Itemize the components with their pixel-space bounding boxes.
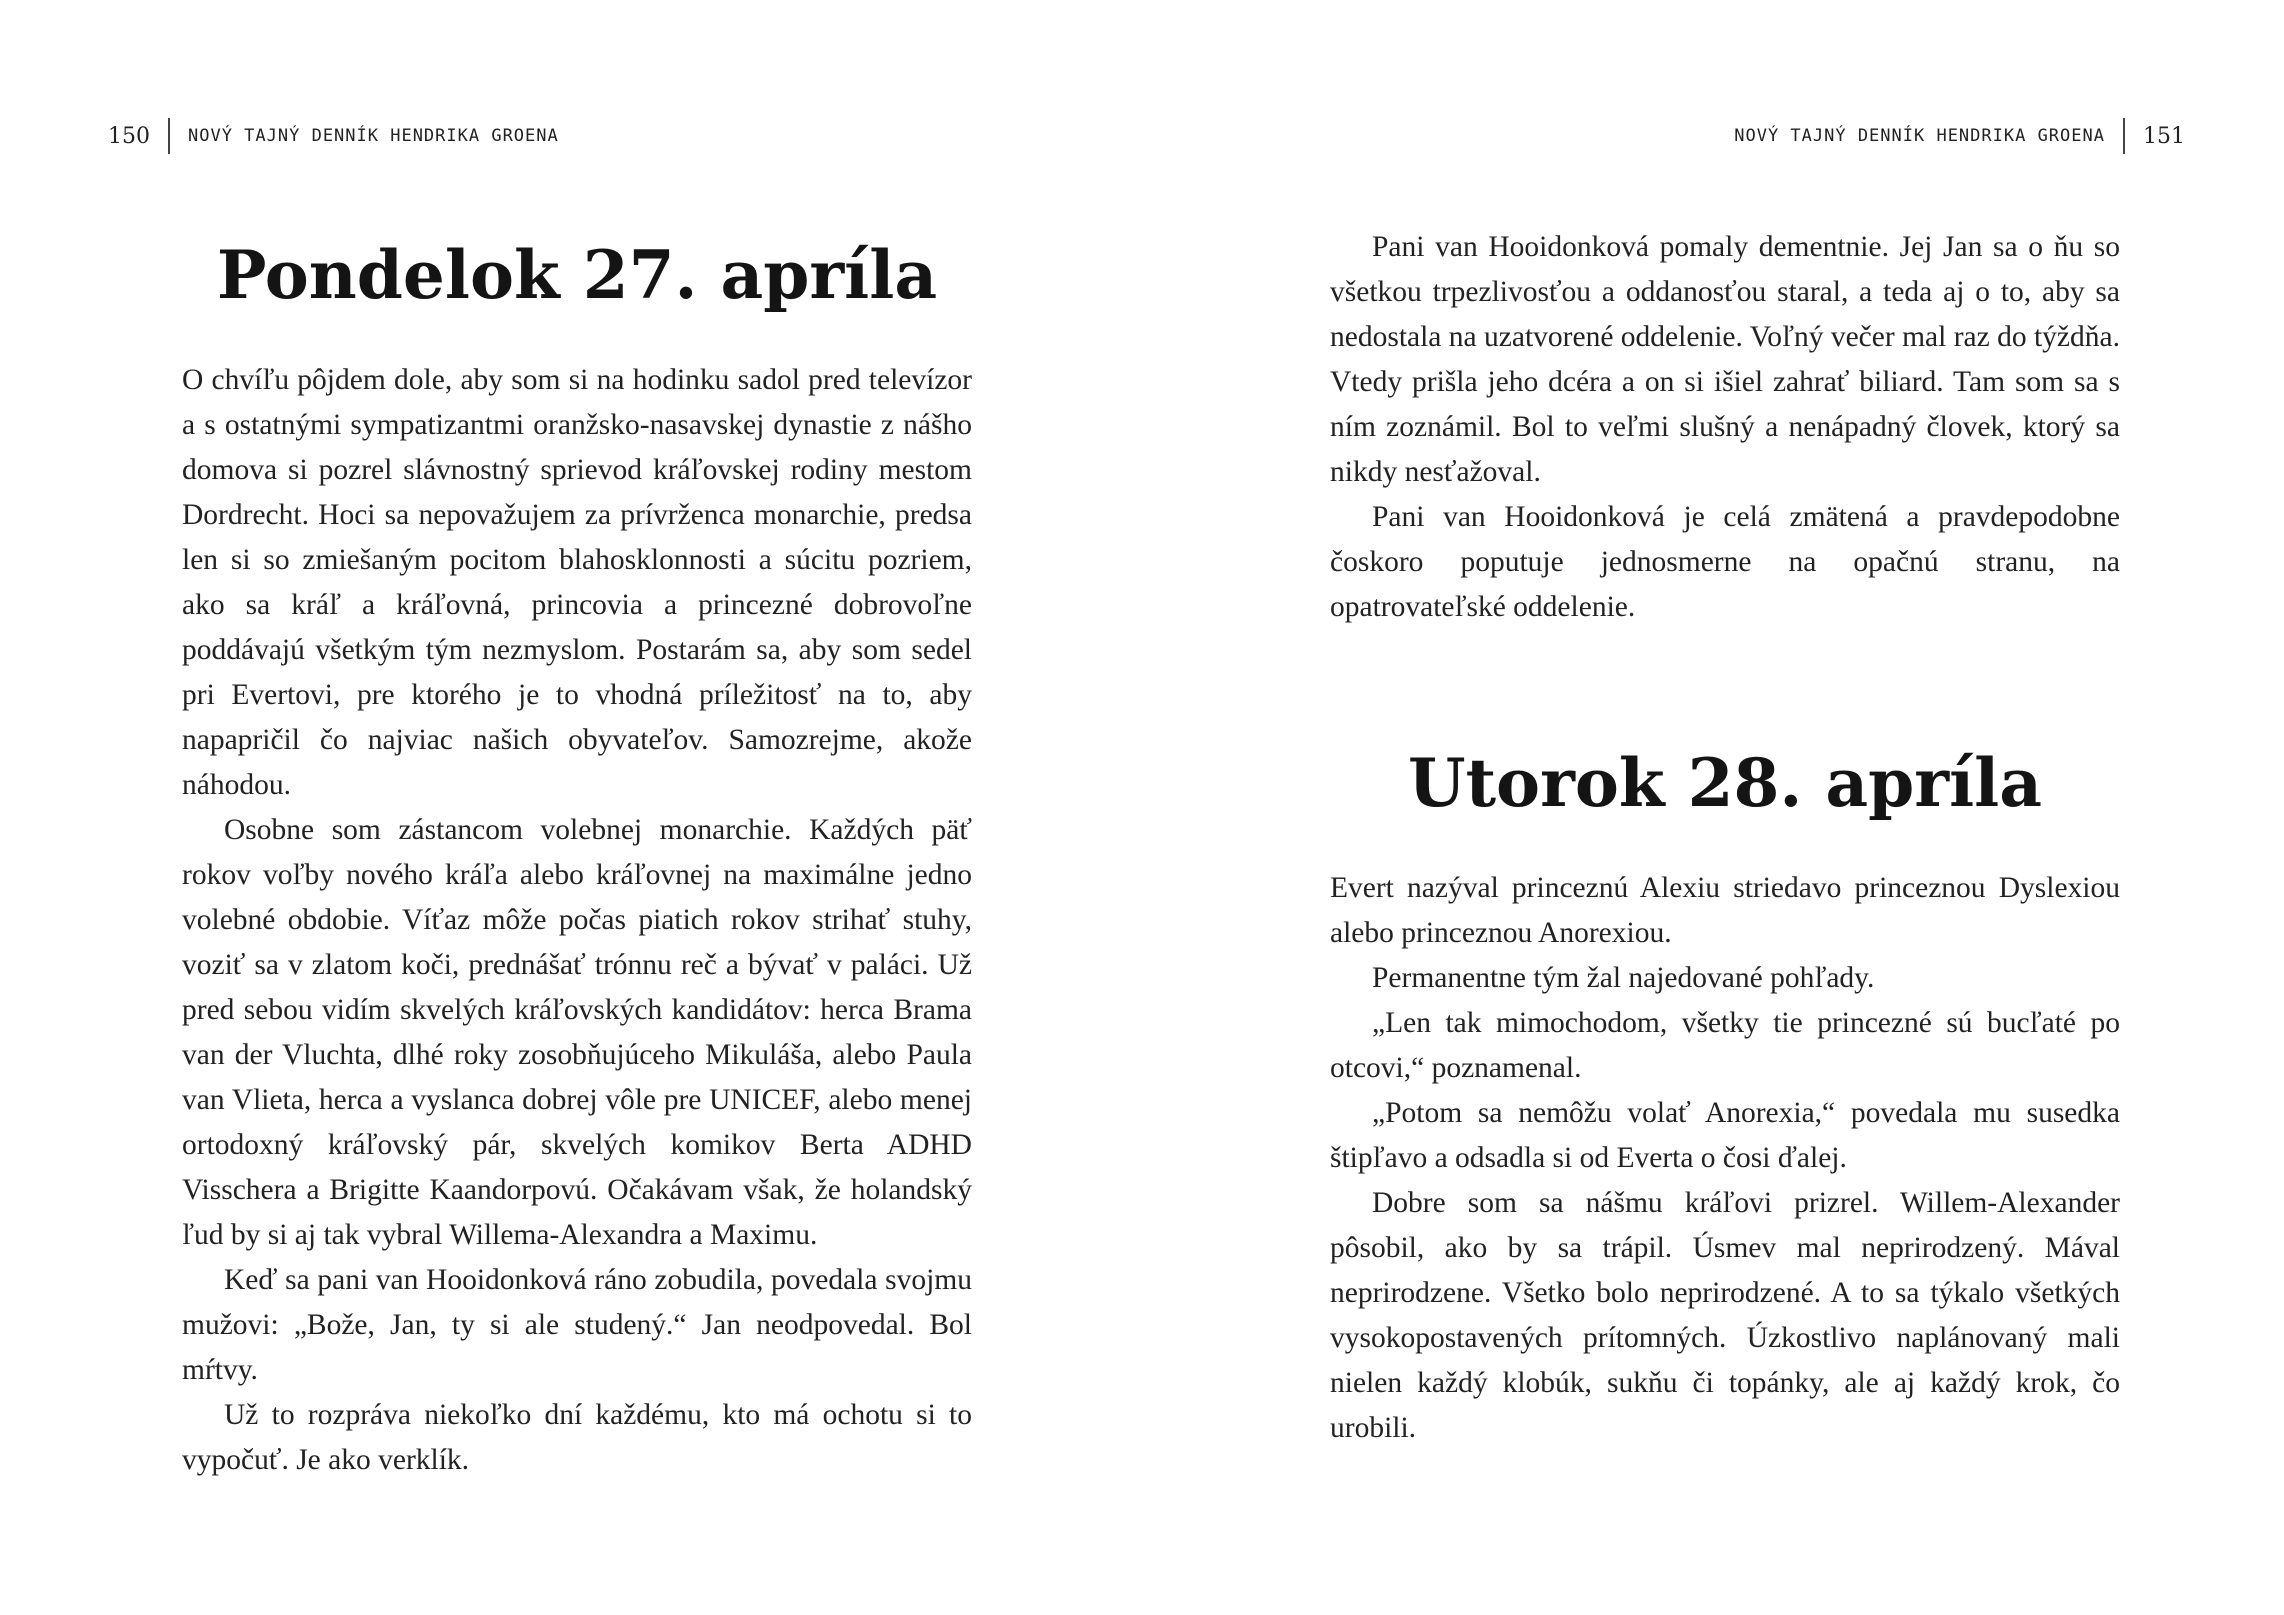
paragraph: „Len tak mimochodom, všetky tie princezné sú bucľaté po otcovi,“ poznamenal. [1330,1007,2120,1084]
chapter-title-monday: Pondelok 27. apríla [216,236,938,314]
right-top-body-text [1330,225,2120,630]
paragraph: Evert nazýval princeznú Alexiu striedavo princeznou Dyslexiou alebo princeznou Anorexiou. [1330,872,2120,949]
right-bottom-body-text [1330,866,2120,1451]
running-title: NOVÝ TAJNÝ DENNÍK HENDRIKA GROENA [1734,126,2105,146]
header-divider [2123,118,2125,154]
paragraph: Osobne som zástancom volebnej monarchie. Každých päť rokov voľby nového kráľa alebo kráľovnej na maximálne jedno volebné obdobie. Víťaz môže počas piatich rokov strihať stuhy, voziť sa v zlatom koči, prednášať trónnu reč a bývať v paláci. Už pred sebou vidím skvelých kráľovských kandidátov: herca Brama van der Vluchta, dlhé roky zosobňujúceho Mikuláša, alebo Paula van Vlieta, herca a vyslanca dobrej vôle pre UNICEF, alebo menej ortodoxný kráľovský pár, skvelých komikov Berta ADHD Visschera a Brigitte Kaandorpovú. Očakávam však, že holandský ľud by si aj tak vybral Willema-Alexandra a Maximu. [182,814,972,1251]
left-running-head [108,118,559,154]
paragraph: Pani van Hooidonková je celá zmätená a pravdepodobne čoskoro poputuje jednosmerne na opačnú stranu, na opatrovateľské oddelenie. [1330,501,2120,623]
page-number: 150 [108,123,150,149]
header-divider [168,118,170,154]
chapter-title-tuesday: Utorok 28. apríla [1408,744,2042,822]
paragraph: O chvíľu pôjdem dole, aby som si na hodinku sadol pred televízor a s ostatnými sympatizantmi oranžsko-nasavskej dynastie z nášho domova si pozrel slávnostný sprievod kráľovskej rodiny mestom Dordrecht. Hoci sa nepovažujem za prívrženca monarchie, predsa len si so zmiešaným pocitom blahosklonnosti a súcitu pozriem, ako sa kráľ a kráľovná, princovia a princezné dobrovoľne poddávajú všetkým tým nezmyslom. Postarám sa, aby som sedel pri Evertovi, pre ktorého je to vhodná príležitosť na to, aby napapričil čo najviac našich obyvateľov. Samozrejme, akože náhodou. [182,364,972,801]
paragraph: Keď sa pani van Hooidonková ráno zobudila, povedala svojmu mužovi: „Bože, Jan, ty si ale studený.“ Jan neodpovedal. Bol mŕtvy. [182,1264,972,1386]
page-number: 151 [2143,123,2185,149]
left-body-text [182,358,972,1483]
right-running-head [1734,118,2185,154]
paragraph: Pani van Hooidonková pomaly dementnie. Jej Jan sa o ňu so všetkou trpezlivosťou a oddanosťou staral, a teda aj o to, aby sa nedostala na uzatvorené oddelenie. Voľný večer mal raz do týždňa. Vtedy prišla jeho dcéra a on si išiel zahrať biliard. Tam som sa s ním zoznámil. Bol to veľmi slušný a nenápadný človek, ktorý sa nikdy nesťažoval. [1330,231,2120,488]
paragraph: „Potom sa nemôžu volať Anorexia,“ povedala mu susedka štipľavo a odsadla si od Everta o čosi ďalej. [1330,1097,2120,1174]
paragraph: Dobre som sa nášmu kráľovi prizrel. Willem-Alexander pôsobil, ako by sa trápil. Úsmev mal neprirodzený. Mával neprirodzene. Všetko bolo neprirodzené. A to sa týkalo všetkých vysokopostavených prítomných. Úzkostlivo naplánovaný mali nielen každý klobúk, sukňu či topánky, ale aj každý krok, čo urobili. [1330,1187,2120,1444]
paragraph: Permanentne tým žal najedované pohľady. [1372,962,1875,994]
right-page [1142,0,2284,1615]
paragraph: Už to rozpráva niekoľko dní každému, kto má ochotu si to vypočuť. Je ako verklík. [182,1399,972,1476]
running-title: NOVÝ TAJNÝ DENNÍK HENDRIKA GROENA [188,126,559,146]
